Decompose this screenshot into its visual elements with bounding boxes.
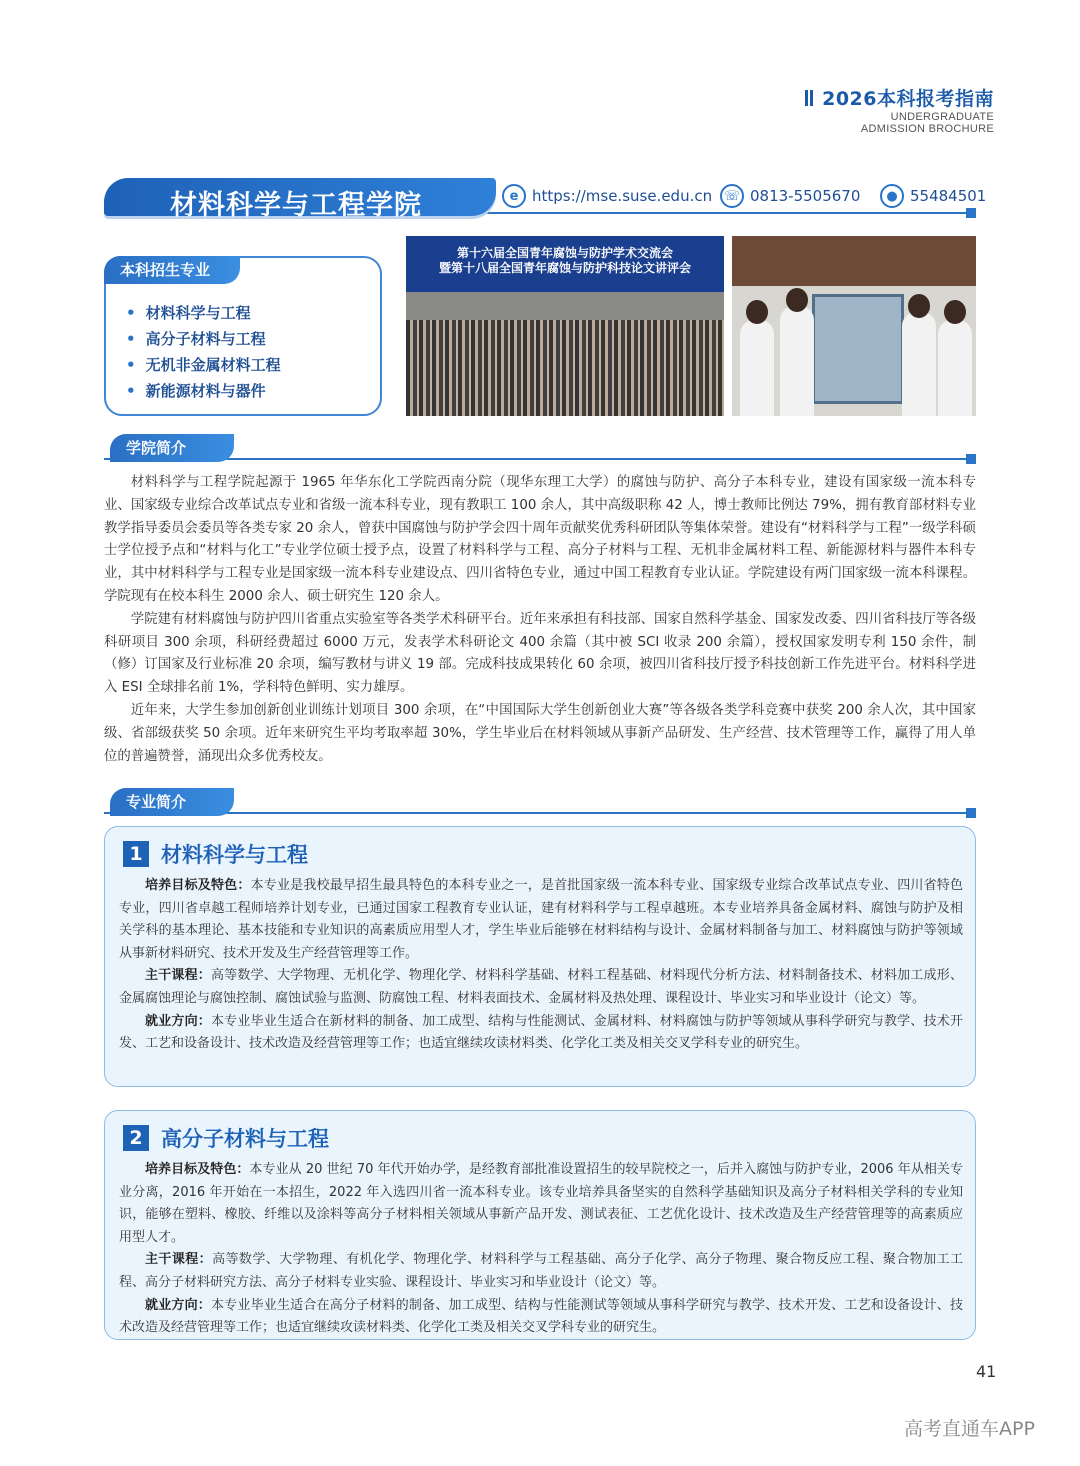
intro-section-title: 学院简介 — [110, 434, 234, 462]
brochure-subtitle-2: ADMISSION BROCHURE — [860, 123, 994, 135]
website-link[interactable]: https://mse.suse.edu.cn — [532, 187, 713, 205]
major-courses: 主干课程：高等数学、大学物理、有机化学、物理化学、材料科学与工程基础、高分子化学、高分子物理、聚合物反应工程、聚合物加工工程、高分子材料研究方法、高分子材料专业实验、课程设计、毕业实习和毕业设计（论文）等。 — [119, 1252, 963, 1290]
title-line-end-square — [966, 208, 976, 218]
college-title-bar — [104, 178, 987, 221]
major-goal: 培养目标及特色：本专业从 20 世纪 70 年代开始办学，是经教育部批准设置招生的较早院校之一，后并入腐蚀与防护专业，2006 年从相关专业分离，2016 年开始在一本招生，2022 年入选四川省一流本科专业。该专业培养具备坚实的自然科学基础知识及高分子材料相关学科的专业知识，能够在塑料、橡胶、纤维以及涂料等高分子材料相关领域从事新产品开发、测试表征、工艺优化设计、技术改造及生产经营管理等的高素质应用型人才。 — [119, 1162, 963, 1245]
college-title-ribbon — [104, 178, 496, 221]
major-career: 就业方向：本专业毕业生适合在高分子材料的制备、加工成型、结构与性能测试等领域从事科学研究与教学、技术开发、工艺和设备设计、技术改造及经营管理等工作；也适宜继续攻读材料类、化学化工类及相关交叉学科专业的研究生。 — [119, 1297, 963, 1336]
major-description — [119, 875, 963, 1056]
section-line — [104, 458, 970, 460]
section-line — [104, 812, 970, 814]
list-item: • 材料科学与工程 — [126, 300, 281, 326]
list-item: • 无机非金属材料工程 — [126, 352, 281, 378]
major-card-1 — [104, 826, 976, 1087]
college-name: 材料科学与工程学院 — [170, 190, 422, 221]
qq-contact — [880, 184, 986, 208]
majors-section-bar — [104, 788, 976, 818]
list-item: • 新能源材料与器件 — [126, 378, 281, 404]
intro-section-bar — [104, 434, 976, 464]
website-contact[interactable] — [502, 184, 712, 208]
conference-banner: 第十六届全国青年腐蚀与防护学术交流会 暨第十八届全国青年腐蚀与防护科技论文讲评会 — [438, 246, 691, 275]
section-line-end-square — [966, 454, 976, 464]
intro-paragraph: 学院建有材料腐蚀与防护四川省重点实验室等各类学术科研平台。近年来承担有科技部、国家自然科学基金、国家发改委、四川省科技厅等各级科研项目 300 余项，科研经费超过 6000 万元，发表学术科研论文 400 余篇（其中被 SCI 收录 200 余篇），授权国家发明专利 150 余件，制（修）订国家及行业标准 20 余项，编写教材与讲义 19 部。完成科技成果转化 60 余项，被四川省科技厅授予科技创新工作先进平台。材料科学进入 ESI 全球排名前 1%，学科特色鲜明、实力雄厚。 — [104, 611, 976, 696]
student-figure — [740, 320, 774, 416]
major-name: 材料科学与工程 — [161, 843, 308, 867]
section-line-end-square — [966, 808, 976, 818]
intro-paragraph: 近年来，大学生参加创新创业训练计划项目 300 余项，在“中国国际大学生创新创业大赛”等各级各类学科竞赛中获奖 200 余人次，其中国家级、省部级获奖 50 余项。近年来研究生平均考取率超 30%，学生毕业后在材料领域从事新产品研发、生产经营、技术管理等工作，赢得了用人单位的普遍赞誉，涌现出众多优秀校友。 — [104, 702, 976, 764]
major-career: 就业方向：本专业毕业生适合在新材料的制备、加工成型、结构与性能测试、金属材料、材料腐蚀与防护等领域从事科学研究与教学、技术开发、工艺和设备设计、技术改造及经营管理等工作；也适宜继续攻读材料类、化学化工类及相关交叉学科专业的研究生。 — [119, 1013, 963, 1052]
lab-equipment — [812, 294, 904, 404]
student-head — [908, 294, 930, 318]
major-card-2 — [104, 1110, 976, 1340]
list-item: • 高分子材料与工程 — [126, 326, 281, 352]
student-figure — [938, 320, 972, 416]
major-number: 1 — [123, 841, 149, 867]
intro-paragraph: 材料科学与工程学院起源于 1965 年华东化工学院西南分院（现华东理工大学）的腐蚀与防护、高分子本科专业，建设有国家级一流本科专业、国家级专业综合改革试点专业和省级一流本科专业，现有教职工 100 余人，其中高级职称 42 人，博士教师比例达 79%，拥有教育部材料专业教学指导委员会委员等各类专家 20 余人，曾获中国腐蚀与防护学会四十周年贡献奖优秀科研团队等集体荣誉。建设有“材料科学与工程”一级学科硕士学位授予点和“材料与化工”专业学位硕士授予点，设置了材料科学与工程、高分子材料与工程、无机非金属材料工程、新能源材料与器件本科专业，其中材料科学与工程专业是国家级一流本科专业建设点、四川省特色专业，通过中国工程教育专业认证。学院建设有两门国家级一流本科课程。学院现有在校本科生 2000 余人、硕士研究生 120 余人。 — [104, 475, 976, 604]
phone-icon: ☏ — [720, 184, 744, 208]
majors-box-title: 本科招生专业 — [104, 256, 240, 284]
student-figure — [902, 312, 936, 416]
major-number: 2 — [123, 1125, 149, 1151]
majors-section-title: 专业简介 — [110, 788, 234, 816]
crowd-graphic — [406, 320, 724, 416]
major-card-header — [123, 1123, 329, 1153]
major-name: 高分子材料与工程 — [161, 1127, 329, 1151]
lab-photo — [732, 236, 976, 416]
majors-list — [126, 300, 281, 404]
brochure-subtitle-1: UNDERGRADUATE — [890, 111, 994, 123]
brochure-title: 2026本科报考指南 — [805, 84, 994, 111]
phone-number: 0813-5505670 — [750, 187, 861, 205]
major-goal: 培养目标及特色：本专业是我校最早招生最具特色的本科专业之一，是首批国家级一流本科专业、国家级专业综合改革试点专业、四川省特色专业，四川省卓越工程师培养计划专业，已通过国家工程教育专业认证，建有材料科学与工程卓越班。本专业培养具备金属材料、腐蚀与防护及相关学科的基本理论、基本技能和专业知识的高素质应用型人才，学生毕业后能够在材料结构与设计、金属材料制备与加工、材料腐蚀与防护等领域从事新材料研究、技术开发及生产经营管理等工作。 — [119, 878, 963, 961]
qq-number: 55484501 — [910, 187, 987, 205]
major-description — [119, 1159, 963, 1340]
double-bar-icon — [805, 90, 814, 106]
major-courses: 主干课程：高等数学、大学物理、无机化学、物理化学、材料科学基础、材料工程基础、材料现代分析方法、材料制备技术、材料加工成形、金属腐蚀理论与腐蚀控制、腐蚀试验与监测、防腐蚀工程、材料表面技术、金属材料及热处理、课程设计、毕业实习和毕业设计（论文）等。 — [119, 968, 963, 1006]
brochure-header — [805, 84, 994, 135]
student-head — [786, 288, 808, 312]
student-head — [944, 300, 966, 324]
student-head — [746, 300, 768, 324]
phone-contact — [720, 184, 860, 208]
student-figure — [780, 306, 814, 416]
conference-group-photo — [406, 236, 724, 416]
page-number: 41 — [976, 1362, 997, 1381]
college-intro-text — [104, 472, 976, 768]
qq-icon: ● — [880, 184, 904, 208]
major-card-header — [123, 839, 308, 869]
watermark-text: 高考直通车APP — [904, 1418, 1035, 1440]
globe-icon: e — [502, 184, 526, 208]
